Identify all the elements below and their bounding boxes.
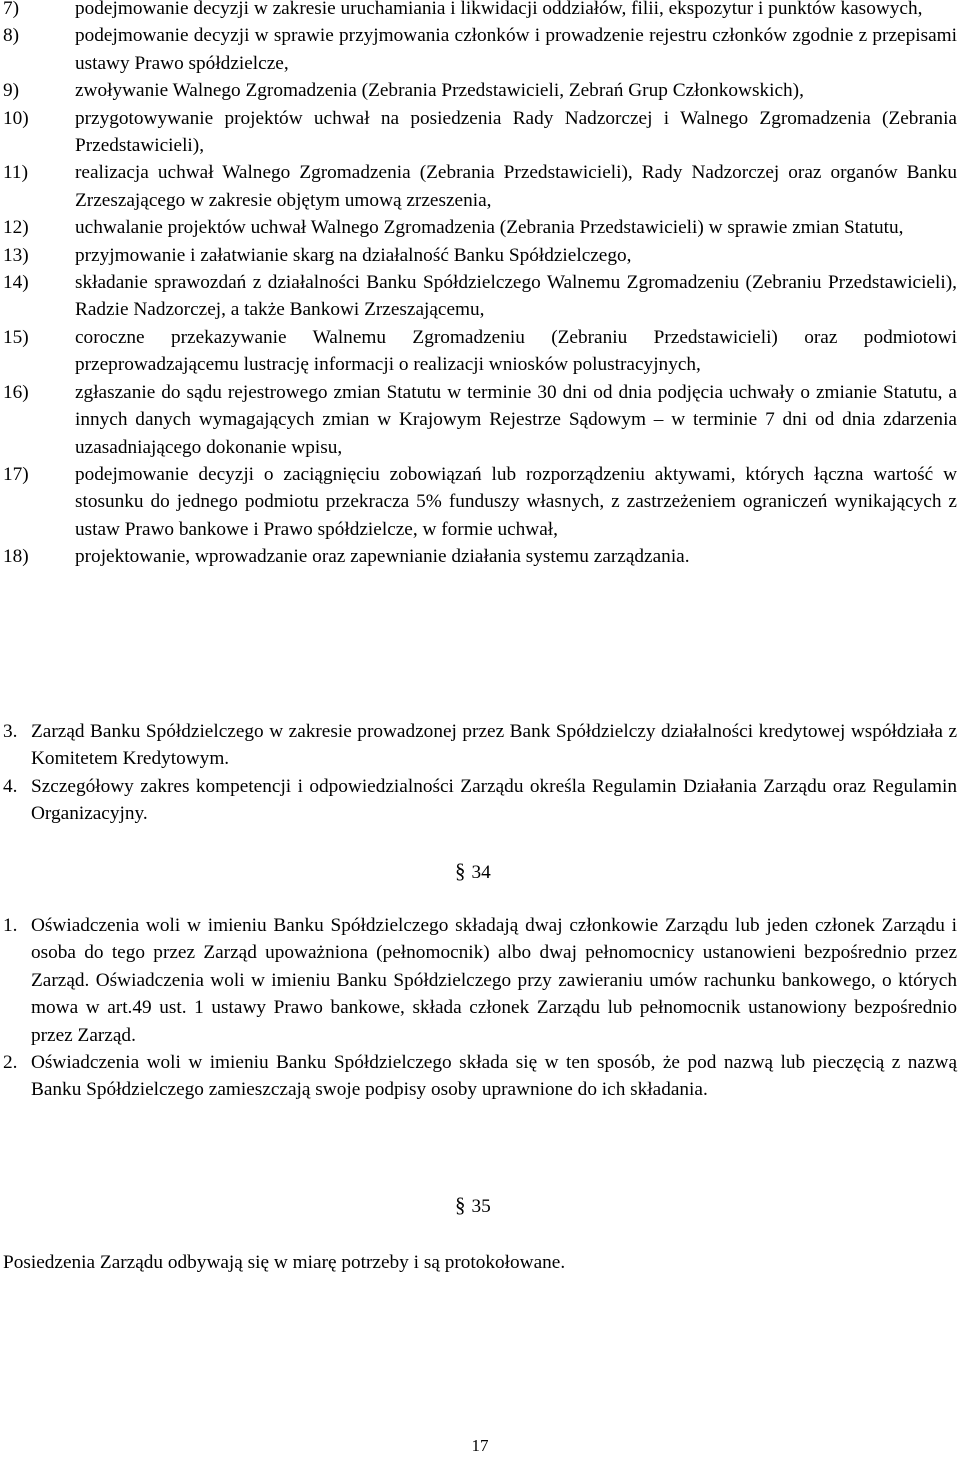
list-number: 7): [3, 0, 20, 19]
section-number: 34: [471, 862, 491, 883]
list-number: 17): [3, 463, 29, 485]
list-item: [3, 461, 957, 543]
list-number: 1.: [3, 915, 18, 936]
list-item: [3, 773, 957, 828]
section-symbol: §: [455, 859, 466, 883]
list-text: Oświadczenia woli w imieniu Banku Spółdzielczego składa się w ten sposób, że pod nazwą lub pieczęcią z nazwą Banku Spółdzielczego zamieszczają swoje podpisy osoby uprawnione do ich składania.: [31, 1052, 957, 1101]
list-item: [3, 379, 957, 461]
paragraph-list: [3, 718, 957, 828]
section-35-text: Posiedzenia Zarządu odbywają się w miarę potrzeby i są protokołowane.: [3, 1252, 566, 1273]
list-text: przygotowywanie projektów uchwał na posiedzenia Rady Nadzorczej i Walnego Zgromadzenia (Zebrania Przedstawicieli),: [75, 107, 957, 157]
list-number: 16): [3, 381, 29, 403]
list-text: przyjmowanie i załatwianie skarg na działalność Banku Spółdzielczego,: [75, 244, 632, 266]
list-text: Szczegółowy zakres kompetencji i odpowiedzialności Zarządu określa Regulamin Działania Zarządu oraz Regulamin Organizacyjny.: [31, 775, 957, 825]
list-text: uchwalanie projektów uchwał Walnego Zgromadzenia (Zebrania Przedstawicieli) w sprawie zmian Statutu,: [75, 217, 904, 239]
paragraph-list: [3, 912, 957, 1104]
list-item: [3, 543, 957, 570]
list-text: podejmowanie decyzji o zaciągnięciu zobowiązań lub rozporządzeniu aktywami, których łączna wartość w stosunku do jednego podmiotu przekracza 5% funduszy własnych, z zastrzeżeniem ograniczeń wynikających z ustaw Prawo bankowe i Prawo spółdzielcze, w formie uchwał,: [75, 463, 957, 540]
list-number: 18): [3, 546, 29, 568]
list-text: zwoływanie Walnego Zgromadzenia (Zebrania Przedstawicieli, Zebrań Grup Członkowskich),: [75, 80, 804, 102]
list-number: 4.: [3, 775, 18, 797]
list-item: [3, 22, 957, 77]
list-number: 14): [3, 272, 29, 294]
list-number: 10): [3, 107, 29, 129]
list-number: 9): [3, 80, 20, 102]
list-number: 15): [3, 326, 29, 348]
section-heading-35: [455, 1192, 535, 1220]
list-text: projektowanie, wprowadzanie oraz zapewnianie działania systemu zarządzania.: [75, 546, 690, 568]
list-item: [3, 214, 957, 241]
list-item: [3, 0, 957, 22]
list-text: podejmowanie decyzji w sprawie przyjmowania członków i prowadzenie rejestru członków zgodnie z przepisami ustawy Prawo spółdzielcze,: [75, 25, 957, 74]
list-number: 12): [3, 217, 29, 239]
page-number: 17: [471, 1436, 489, 1455]
list-text: składanie sprawozdań z działalności Banku Spółdzielczego Walnemu Zgromadzeniu (Zebraniu Przedstawicieli), Radzie Nadzorczej, a także Bankowi Zrzeszającemu,: [75, 272, 957, 321]
list-item: [3, 912, 957, 1049]
list-number: 11): [3, 162, 28, 184]
list-item: [3, 269, 957, 324]
list-text: podejmowanie decyzji w zakresie uruchamiania i likwidacji oddziałów, filii, ekspozytur i punktów kasowych,: [75, 0, 923, 19]
list-text: coroczne przekazywanie Walnemu Zgromadzeniu (Zebraniu Przedstawicieli) oraz podmiotowi przeprowadzającemu lustrację informacji o realizacji wniosków polustracyjnych,: [75, 326, 957, 376]
list-item: [3, 242, 957, 269]
list-text: realizacja uchwał Walnego Zgromadzenia (Zebrania Przedstawicieli), Rady Nadzorczej oraz organów Banku Zrzeszającego w zakresie objętym umową zrzeszenia,: [75, 162, 957, 211]
section-heading-34: [455, 858, 535, 886]
list-text: Oświadczenia woli w imieniu Banku Spółdzielczego składają dwaj członkowie Zarządu lub jeden członek Zarządu i osoba do tego przez Zarząd upoważniona (pełnomocnik) albo dwaj pełnomocnicy ustanowieni bezpośrednio przez Zarząd. Oświadczenia woli w imieniu Banku Spółdzielczego przy zawieraniu umów rachunku bankowego, o których mowa w art.49 ust. 1 ustawy Prawo bankowe, składa członek Zarządu lub pełnomocnik ustanowiony bezpośrednio przez Zarząd.: [31, 915, 957, 1046]
list-number: 3.: [3, 721, 18, 742]
list-text: zgłaszanie do sądu rejestrowego zmian Statutu w terminie 30 dni od dnia podjęcia uchwały o zmianie Statutu, a innych danych wymagających zmian w Krajowym Rejestrze Sądowym – w terminie 7 dni od dnia zdarzenia uzasadniającego dokonanie wpisu,: [75, 381, 957, 458]
competence-list: [3, 0, 957, 571]
list-item: [3, 105, 957, 160]
list-item: [3, 324, 957, 379]
section-symbol: §: [455, 1193, 466, 1217]
list-number: 13): [3, 244, 29, 266]
list-number: 2.: [3, 1052, 18, 1074]
list-item: [3, 77, 957, 104]
list-item: [3, 159, 957, 214]
section-number: 35: [471, 1196, 491, 1217]
list-item: [3, 718, 957, 773]
list-number: 8): [3, 25, 20, 47]
list-item: [3, 1049, 957, 1104]
list-text: Zarząd Banku Spółdzielczego w zakresie prowadzonej przez Bank Spółdzielczy działalności kredytowej współdziała z Komitetem Kredytowym.: [31, 721, 957, 770]
